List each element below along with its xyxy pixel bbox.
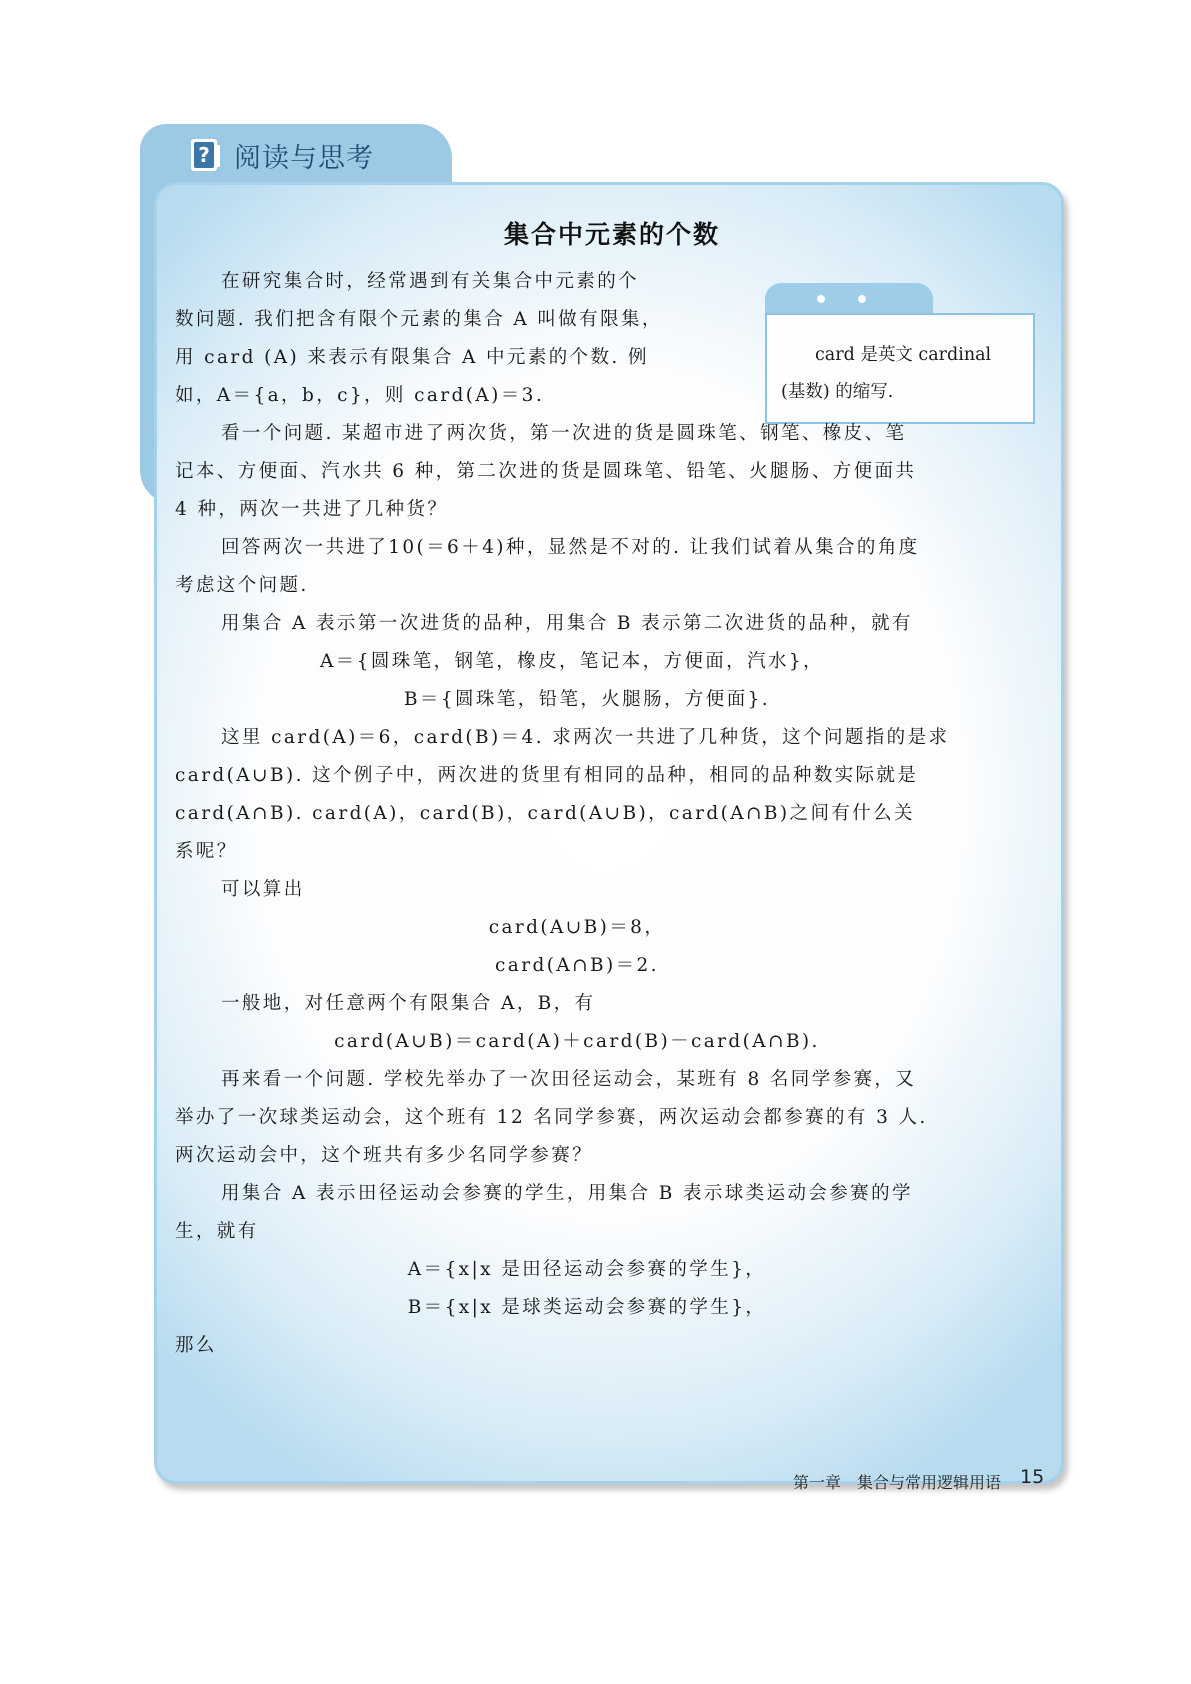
paragraph-line: 4 种，两次一共进了几种货？ <box>175 499 449 520</box>
section-label: 阅读与思考 <box>234 142 374 174</box>
paragraph-line: 用集合 A 表示第一次进货的品种，用集合 B 表示第二次进货的品种，就有 <box>221 613 913 634</box>
paragraph-line: 回答两次一共进了10(＝6＋4)种，显然是不对的. 让我们试着从集合的角度 <box>221 537 920 558</box>
paragraph-line: 系呢？ <box>175 841 238 862</box>
formula-line: B＝{x|x 是球类运动会参赛的学生}， <box>407 1297 767 1318</box>
paragraph-line: 用集合 A 表示田径运动会参赛的学生，用集合 B 表示球类运动会参赛的学 <box>221 1183 913 1204</box>
paragraph-line: 数问题. 我们把含有限个元素的集合 A 叫做有限集， <box>175 309 663 330</box>
paragraph-line: 这里 card(A)＝6，card(B)＝4. 求两次一共进了几种货，这个问题指的是求 <box>221 727 950 748</box>
paragraph-line: 看一个问题. 某超市进了两次货，第一次进的货是圆珠笔、钢笔、橡皮、笔 <box>221 423 907 444</box>
paragraph-line: 举办了一次球类运动会，这个班有 12 名同学参赛，两次运动会都参赛的有 3 人. <box>175 1107 928 1128</box>
article-title: 集合中元素的个数 <box>503 220 720 249</box>
note-dot-icon <box>858 295 866 303</box>
paragraph-line: card(A∪B). 这个例子中，两次进的货里有相同的品种，相同的品种数实际就是 <box>175 765 919 786</box>
reading-card <box>154 182 1064 1484</box>
page-number: 15 <box>1020 1466 1045 1488</box>
note-line: card 是英文 cardinal <box>815 345 992 365</box>
paragraph-line: 那么 <box>175 1335 217 1356</box>
paragraph-line: 用 card (A) 来表示有限集合 A 中元素的个数. 例 <box>175 347 649 368</box>
book-question-icon <box>188 135 222 175</box>
paragraph-line: 再来看一个问题. 学校先举办了一次田径运动会，某班有 8 名同学参赛，又 <box>221 1069 917 1090</box>
formula-line: card(A∩B)＝2. <box>495 955 659 976</box>
paragraph-line: 一般地，对任意两个有限集合 A，B，有 <box>221 993 596 1014</box>
side-note <box>765 313 1035 424</box>
formula-line: card(A∪B)＝card(A)＋card(B)－card(A∩B). <box>334 1031 820 1052</box>
section-header <box>140 124 452 186</box>
svg-text:?: ? <box>198 143 210 167</box>
note-dot-icon <box>817 295 825 303</box>
formula-line: card(A∪B)＝8， <box>488 917 666 938</box>
paragraph-line: 如，A＝{a，b，c}，则 card(A)＝3. <box>175 385 545 406</box>
note-line: (基数) 的缩写. <box>781 382 894 402</box>
chapter-footer: 第一章 集合与常用逻辑用语 <box>792 1473 1001 1492</box>
formula-line: B＝{圆珠笔，铅笔，火腿肠，方便面}. <box>403 689 771 710</box>
formula-line: A＝{圆珠笔，钢笔，橡皮，笔记本，方便面，汽水}， <box>320 651 824 672</box>
note-tab <box>765 283 933 313</box>
paragraph-line: 可以算出 <box>221 879 305 900</box>
paragraph-line: 考虑这个问题. <box>175 575 309 596</box>
paragraph-line: card(A∩B). card(A)，card(B)，card(A∪B)，card(A∩B)之间有什么关 <box>175 803 915 824</box>
paragraph-line: 在研究集合时，经常遇到有关集合中元素的个 <box>221 271 640 292</box>
paragraph-line: 两次运动会中，这个班共有多少名同学参赛？ <box>175 1145 594 1166</box>
formula-line: A＝{x|x 是田径运动会参赛的学生}， <box>407 1259 767 1280</box>
paragraph-line: 记本、方便面、汽水共 6 种，第二次进的货是圆珠笔、铅笔、火腿肠、方便面共 <box>175 461 917 482</box>
paragraph-line: 生，就有 <box>175 1221 259 1242</box>
